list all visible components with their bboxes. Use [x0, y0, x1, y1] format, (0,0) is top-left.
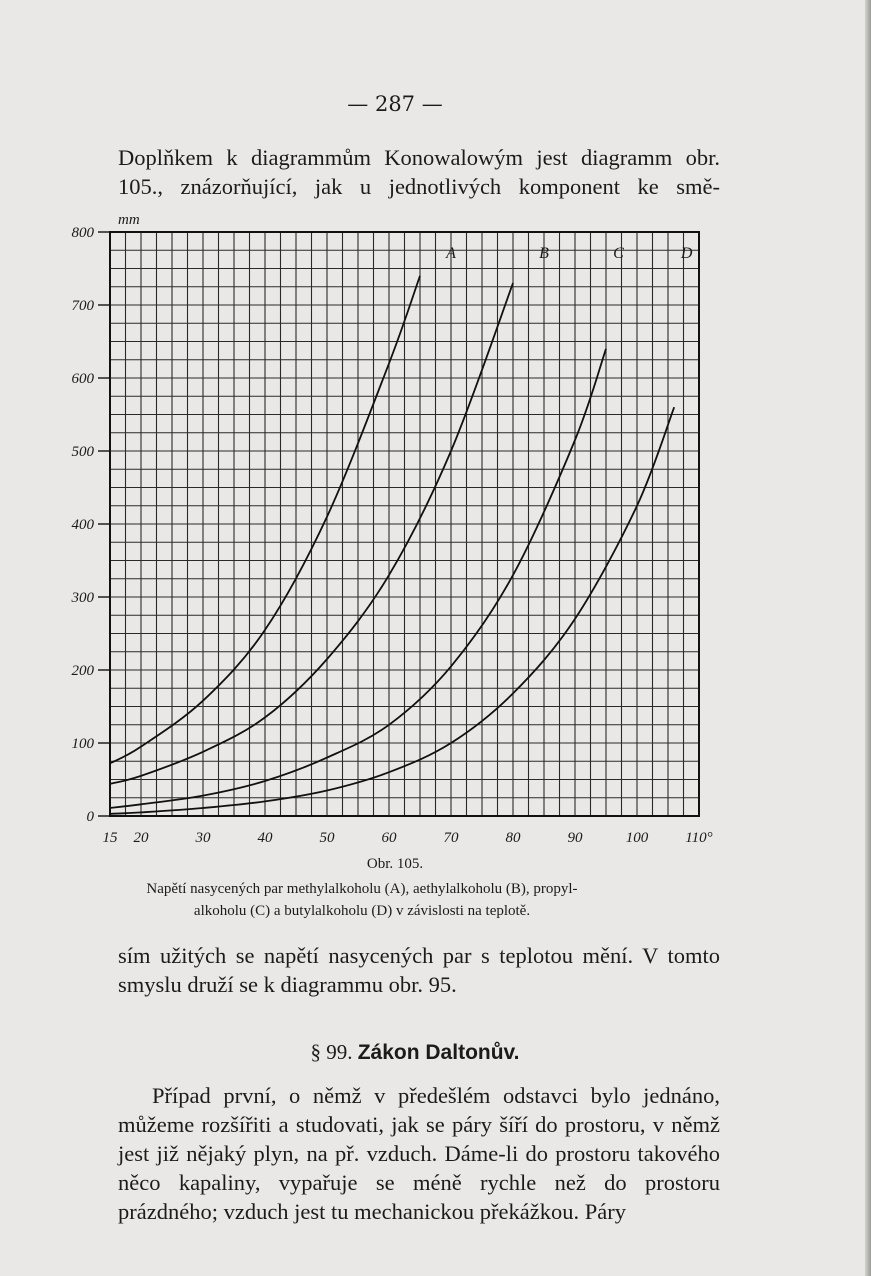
figure-caption-line-1: Napětí nasycených par methylalkoholu (A), aethylalkoholu (B), propyl-	[146, 881, 578, 897]
x-tick-label: 30	[195, 830, 211, 846]
body-text: Případ první, o němž v předešlém odstavci bylo jednáno, můžeme rozšířiti a studovati, jak se páry šíří do prostoru, v němž jest již nějaký plyn, na př. vzduch. Dáme-li do prostoru takového něco kapaliny, vypařuje se méně rychle než do prostoru prázdného; vzduch jest tu mechanickou překážkou. Páry	[118, 1083, 720, 1224]
x-tick-label: 70	[443, 830, 459, 846]
page-number: — 287 —	[347, 92, 443, 116]
x-tick-label: 80	[505, 830, 521, 846]
y-tick-label: 400	[71, 517, 94, 533]
section-title: Zákon Daltonův.	[357, 1041, 520, 1064]
y-tick-label: 300	[71, 590, 94, 606]
page-edge	[865, 0, 871, 1276]
x-tick-label: 50	[319, 830, 335, 846]
figure-label: Obr. 105.	[366, 856, 424, 872]
intro-paragraph: Doplňkem k diagrammům Konowalowým jest diagramm obr. 105., znázorňující, jak u jednotlivých komponent ke smě-	[118, 145, 720, 199]
y-tick-label: 600	[71, 371, 94, 387]
series-label-c: C	[613, 245, 624, 262]
y-tick-label: 800	[71, 225, 94, 241]
x-tick-label: 40	[257, 830, 273, 846]
x-tick-label: 100	[625, 830, 649, 846]
figure-caption-line-2: alkoholu (C) a butylalkoholu (D) v závislosti na teplotě.	[193, 903, 531, 919]
x-tick-label: 15	[102, 830, 118, 846]
y-axis-unit: mm	[118, 212, 140, 228]
x-tick-label: 20	[133, 830, 149, 846]
series-label-a: A	[446, 245, 456, 262]
series-label-b: B	[539, 245, 549, 262]
continuation-line-1: sím užitých se napětí nasycených par s teplotou mění. V tomto	[118, 943, 720, 968]
x-tick-label: 90	[567, 830, 583, 846]
y-tick-label: 100	[71, 736, 94, 752]
y-tick-label: 700	[71, 298, 94, 314]
curve-d	[110, 407, 674, 814]
x-tick-label: 110°	[685, 830, 713, 846]
x-tick-label: 60	[381, 830, 397, 846]
y-tick-label: 0	[86, 809, 94, 825]
section-heading	[0, 1040, 830, 1065]
continuation-line-2: smyslu druží se k diagrammu obr. 95.	[118, 972, 457, 997]
continuation-paragraph	[118, 941, 720, 999]
vapor-pressure-chart	[60, 208, 720, 856]
y-axis-labels	[71, 225, 111, 825]
series-label-d: D	[680, 245, 693, 262]
figure-caption	[88, 878, 636, 922]
x-axis-labels	[103, 830, 713, 846]
y-tick-label: 500	[71, 444, 94, 460]
chart-curves	[110, 276, 674, 814]
section-number: § 99.	[310, 1040, 353, 1064]
body-paragraph	[118, 1081, 720, 1226]
y-tick-label: 200	[71, 663, 94, 679]
